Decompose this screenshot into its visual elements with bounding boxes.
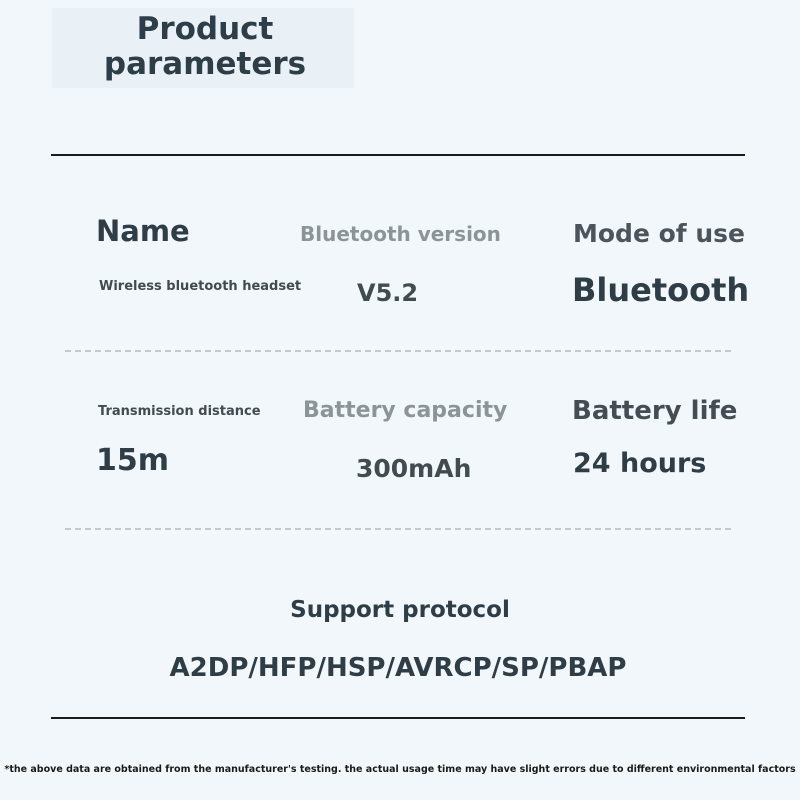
mode-of-use-label: Mode of use bbox=[573, 219, 745, 248]
support-protocol-value: A2DP/HFP/HSP/AVRCP/SP/PBAP bbox=[169, 653, 627, 683]
battery-life-value: 24 hours bbox=[573, 448, 707, 479]
bluetooth-version-value: V5.2 bbox=[357, 279, 419, 307]
name-value: Wireless bluetooth headset bbox=[99, 279, 302, 294]
mode-of-use-value: Bluetooth bbox=[572, 271, 750, 309]
dashed-divider bbox=[65, 528, 731, 530]
transmission-distance-label: Transmission distance bbox=[98, 404, 261, 419]
battery-life-label: Battery life bbox=[572, 396, 738, 426]
dashed-divider bbox=[65, 350, 731, 352]
page-title: Product parameters bbox=[103, 11, 307, 82]
footnote: *the above data are obtained from the manufacturer's testing. the actual usage time may have slight errors due to different environmental factors bbox=[4, 764, 796, 775]
bottom-divider bbox=[51, 717, 745, 719]
name-label: Name bbox=[96, 214, 190, 248]
top-divider bbox=[51, 154, 745, 156]
support-protocol-label: Support protocol bbox=[290, 597, 510, 623]
battery-capacity-value: 300mAh bbox=[356, 454, 472, 483]
bluetooth-version-label: Bluetooth version bbox=[300, 222, 501, 246]
battery-capacity-label: Battery capacity bbox=[303, 398, 508, 423]
transmission-distance-value: 15m bbox=[96, 443, 170, 478]
